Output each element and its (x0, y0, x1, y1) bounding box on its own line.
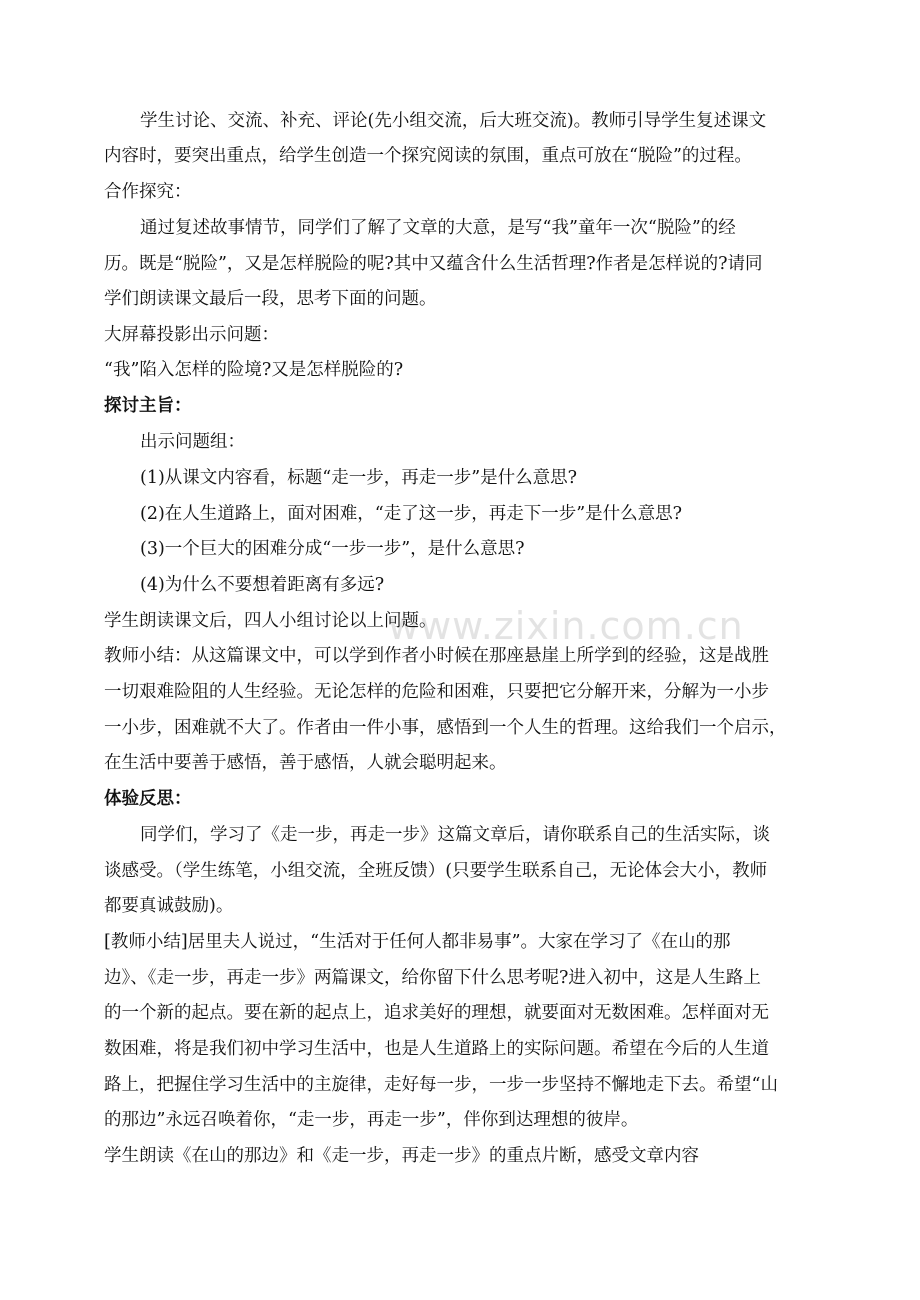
paragraph-line: 的那边”永远召唤着你，“走一步，再走一步”，伴你到达理想的彼岸。 (104, 1110, 639, 1130)
section-heading-theme: 探讨主旨： (104, 396, 192, 416)
watermark: www.zixin.com.cn (388, 604, 744, 648)
paragraph-line: 边》、《走一步，再走一步》两篇课文，给你留下什么思考呢?进入初中，这是人生路上 (104, 968, 761, 988)
paragraph-line: 数困难，将是我们初中学习生活中，也是人生道路上的实际问题。希望在今后的人生道 (104, 1039, 769, 1059)
question-item: (1)从课文内容看，标题“走一步，再走一步”是什么意思? (140, 468, 578, 488)
paragraph-line: 谈感受。（学生练笔，小组交流，全班反馈）(只要学生联系自己，无论体会大小，教师 (104, 861, 768, 881)
heading-cooperative-inquiry: 合作探究： (104, 182, 192, 202)
section-heading-reflection: 体验反思： (104, 789, 192, 809)
paragraph-line: 同学们，学习了《走一步，再走一步》这篇文章后，请你联系自己的生活实际，谈 (140, 825, 770, 845)
paragraph-line: 的一个新的起点。要在新的起点上，追求美好的理想，就要面对无数困难。怎样面对无 (104, 1003, 769, 1023)
paragraph-line: 学生朗读课文后，四人小组讨论以上问题。 (104, 611, 437, 631)
paragraph-line: 学生讨论、交流、补充、评论(先小组交流，后大班交流)。教师引导学生复述课文 (140, 111, 767, 131)
paragraph-line: 学生朗读《在山的那边》和《走一步，再走一步》的重点片断，感受文章内容 (104, 1146, 699, 1166)
paragraph-line: “我”陷入怎样的险境?又是怎样脱险的? (104, 360, 404, 380)
paragraph-line: 内容时，要突出重点，给学生创造一个探究阅读的氛围，重点可放在“脱险”的过程。 (104, 146, 752, 166)
paragraph-line: 学们朗读课文最后一段，思考下面的问题。 (104, 289, 437, 309)
paragraph-line: 在生活中要善于感悟，善于感悟，人就会聪明起来。 (104, 753, 507, 773)
paragraph-line: 大屏幕投影出示问题： (104, 325, 279, 345)
paragraph-line: 出示问题组： (140, 432, 245, 452)
paragraph-line: 通过复述故事情节，同学们了解了文章的大意，是写“我”童年一次“脱险”的经 (140, 218, 736, 238)
question-item: (4)为什么不要想着距离有多远? (140, 575, 385, 595)
paragraph-line: 一小步，困难就不大了。作者由一件小事，感悟到一个人生的哲理。这给我们一个启示， (104, 718, 787, 738)
paragraph-line: 历。既是“脱险”，又是怎样脱险的呢?其中又蕴含什么生活哲理?作者是怎样说的?请同 (104, 254, 763, 274)
paragraph-line: 一切艰难险阻的人生经验。无论怎样的危险和困难，只要把它分解开来，分解为一小步 (104, 682, 769, 702)
question-item: (2)在人生道路上，面对困难，“走了这一步，再走下一步”是什么意思? (140, 504, 683, 524)
paragraph-line: 都要真诚鼓励)。 (104, 896, 234, 916)
question-item: (3)一个巨大的困难分成“一步一步”，是什么意思? (140, 539, 525, 559)
paragraph-line: 路上，把握住学习生活中的主旋律，走好每一步，一步一步坚持不懈地走下去。希望“山 (104, 1075, 778, 1095)
paragraph-line: 教师小结：从这篇课文中，可以学到作者小时候在那座悬崖上所学到的经验，这是战胜 (104, 646, 769, 666)
paragraph-line: [教师小结]居里夫人说过，“生活对于任何人都非易事”。大家在学习了《在山的那 (104, 932, 731, 952)
